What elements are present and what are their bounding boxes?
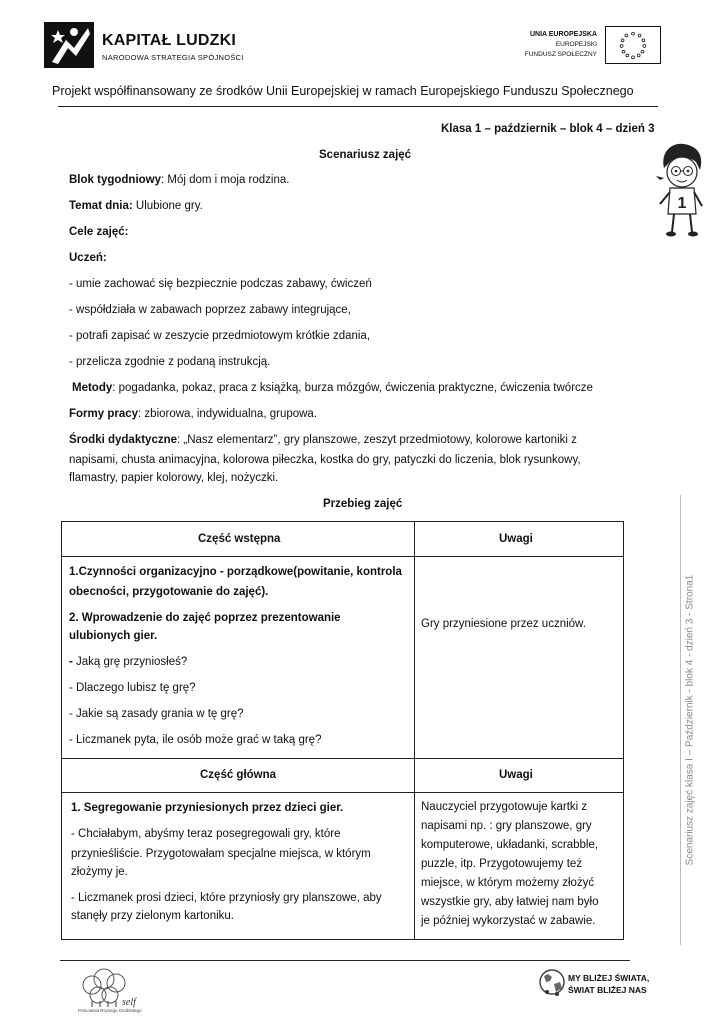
table-row-divider bbox=[62, 792, 623, 793]
work-forms-value: : zbiorowa, indywidualna, grupowa. bbox=[138, 408, 318, 420]
table-column-divider bbox=[414, 522, 415, 939]
side-footer-text: Scenariusz zajęć klasa I – Październik - blok 4 - dzień 3 - Strona1 bbox=[684, 574, 696, 866]
main-line: przynieśliście. Przygotowałam specjalne miejsca, w którym bbox=[71, 848, 371, 860]
header-divider bbox=[58, 106, 658, 107]
methods bbox=[72, 380, 593, 396]
goal-item: - przelicza zgodnie z podaną instrukcją. bbox=[69, 356, 271, 368]
intro-question: - Dlaczego lubisz tę grę? bbox=[69, 682, 196, 694]
main-line: - Chciałabym, abyśmy teraz posegregowali gry, które bbox=[71, 828, 341, 840]
logo-title: KAPITAŁ LUDZKI bbox=[102, 32, 237, 49]
goal-item: - współdziała w zabawach poprzez zabawy integrujące, bbox=[69, 304, 351, 316]
kapital-ludzki-logo bbox=[44, 18, 244, 74]
logo-subtitle: NARODOWA STRATEGIA SPÓJNOŚCI bbox=[102, 53, 244, 62]
svg-text:1: 1 bbox=[677, 195, 687, 212]
teaching-means-line: flamastry, papier kolorowy, klej, nożyczki. bbox=[69, 472, 279, 484]
header-main-notes: Uwagi bbox=[499, 769, 533, 781]
goals-label: Cele zajęć: bbox=[69, 226, 129, 238]
eu-line-1: UNIA EUROPEJSKA bbox=[529, 31, 597, 38]
header-intro: Część wstępna bbox=[198, 533, 281, 545]
main-line: stanęły przy zielonym kartoniku. bbox=[71, 910, 234, 922]
footer-divider bbox=[60, 960, 630, 961]
side-footer bbox=[682, 500, 698, 940]
teaching-means bbox=[69, 432, 577, 448]
student-mascot-icon bbox=[652, 140, 710, 240]
weekly-block-label: Blok tygodniowy bbox=[69, 174, 161, 186]
lesson-course-table bbox=[61, 521, 624, 940]
class-line: Klasa 1 – październik – blok 4 – dzień 3 bbox=[441, 123, 655, 135]
teaching-means-line: : „Nasz elementarz”, gry planszowe, zeszyt przedmiotowy, kolorowe kartoniki z bbox=[177, 434, 577, 446]
intro-note: Gry przyniesione przez uczniów. bbox=[421, 618, 586, 630]
intro-line: ulubionych gier. bbox=[69, 630, 158, 642]
eu-logo bbox=[505, 26, 665, 66]
header-main: Część główna bbox=[200, 769, 277, 781]
intro-question: - Liczmanek pyta, ile osób może grać w taką grę? bbox=[69, 734, 322, 746]
day-topic-value: Ulubione gry. bbox=[132, 200, 203, 212]
table-row-divider bbox=[62, 556, 623, 557]
intro-line: 1.Czynności organizacyjno - porządkowe(powitanie, kontrola bbox=[69, 566, 402, 578]
work-forms bbox=[69, 406, 317, 422]
main-line: - Liczmanek prosi dzieci, które przyniosły gry planszowe, aby bbox=[71, 892, 382, 904]
intro-question: - Jakie są zasady grania w tę grę? bbox=[69, 708, 244, 720]
main-note-line: napisami np. : gry planszowe, gry bbox=[421, 820, 592, 832]
teaching-means-line: napisami, chusta animacyjna, kolorowa piłeczka, kostka do gry, patyczki do liczenia, blok rysunkowy, bbox=[69, 454, 581, 466]
self-caption: Pracownia Rozwoju Osobistego bbox=[78, 1008, 142, 1013]
my-blizej-line-1: MY BLIŻEJ ŚWIATA, bbox=[568, 973, 650, 983]
main-item: 1. Segregowanie przyniesionych przez dzieci gier. bbox=[71, 802, 344, 814]
course-title: Przebieg zajęć bbox=[323, 498, 403, 510]
svg-text:self: self bbox=[122, 997, 136, 1008]
intro-dash: - bbox=[69, 656, 77, 668]
my-blizej-text bbox=[568, 972, 649, 996]
eu-flag-icon bbox=[605, 26, 661, 64]
my-blizej-line-2: ŚWIAT BLIŻEJ NAS bbox=[568, 985, 647, 995]
kapital-ludzki-mark-icon bbox=[44, 18, 96, 70]
goal-item: - umie zachować się bezpiecznie podczas zabawy, ćwiczeń bbox=[69, 278, 372, 290]
main-note-line: wszystkie gry, aby łatwiej nam było bbox=[421, 896, 599, 908]
my-blizej-swiata-logo bbox=[530, 966, 660, 1010]
eu-line-2: EUROPEJSKI bbox=[555, 41, 597, 48]
day-topic bbox=[69, 198, 203, 214]
main-note-line: je później wykorzystać w zabawie. bbox=[421, 915, 596, 927]
teaching-means-label: Środki dydaktyczne bbox=[69, 434, 178, 446]
intro-line: obecności, przygotowanie do zajęć). bbox=[69, 586, 269, 598]
weekly-block-value: : Mój dom i moja rodzina. bbox=[161, 174, 290, 186]
globe-people-icon bbox=[538, 968, 566, 1000]
main-line: złożymy je. bbox=[71, 866, 128, 878]
intro-question-text: Jaką grę przyniosłeś? bbox=[76, 656, 188, 668]
main-note-line: puzzle, itp. Przygotowujemy też bbox=[421, 858, 583, 870]
intro-line: 2. Wprowadzenie do zajęć poprzez prezentowanie bbox=[69, 612, 341, 624]
weekly-block bbox=[69, 172, 289, 188]
project-line: Projekt współfinansowany ze środków Unii Europejskiej w ramach Europejskiego Funduszu Społecznego bbox=[52, 84, 634, 98]
methods-value: : pogadanka, pokaz, praca z książką, burza mózgów, ćwiczenia praktyczne, ćwiczenia twórcze bbox=[112, 382, 593, 394]
main-note-line: komputerowe, układanki, scrabble, bbox=[421, 839, 599, 851]
side-divider bbox=[680, 495, 681, 945]
main-note-line: miejsce, w którym możemy złożyć bbox=[421, 877, 595, 889]
work-forms-label: Formy pracy bbox=[69, 408, 139, 420]
student-label: Uczeń: bbox=[69, 252, 107, 264]
methods-label: Metody bbox=[72, 382, 113, 394]
intro-question bbox=[69, 654, 187, 670]
goal-item: - potrafi zapisać w zeszycie przedmiotowym krótkie zdania, bbox=[69, 330, 371, 342]
eu-line-3: FUNDUSZ SPOŁECZNY bbox=[524, 51, 597, 58]
table-row-divider bbox=[62, 758, 623, 759]
day-topic-label: Temat dnia: bbox=[69, 200, 133, 212]
main-note-line: Nauczyciel przygotowuje kartki z bbox=[421, 801, 588, 813]
scenario-title: Scenariusz zajęć bbox=[319, 149, 412, 161]
header-notes: Uwagi bbox=[499, 533, 533, 545]
